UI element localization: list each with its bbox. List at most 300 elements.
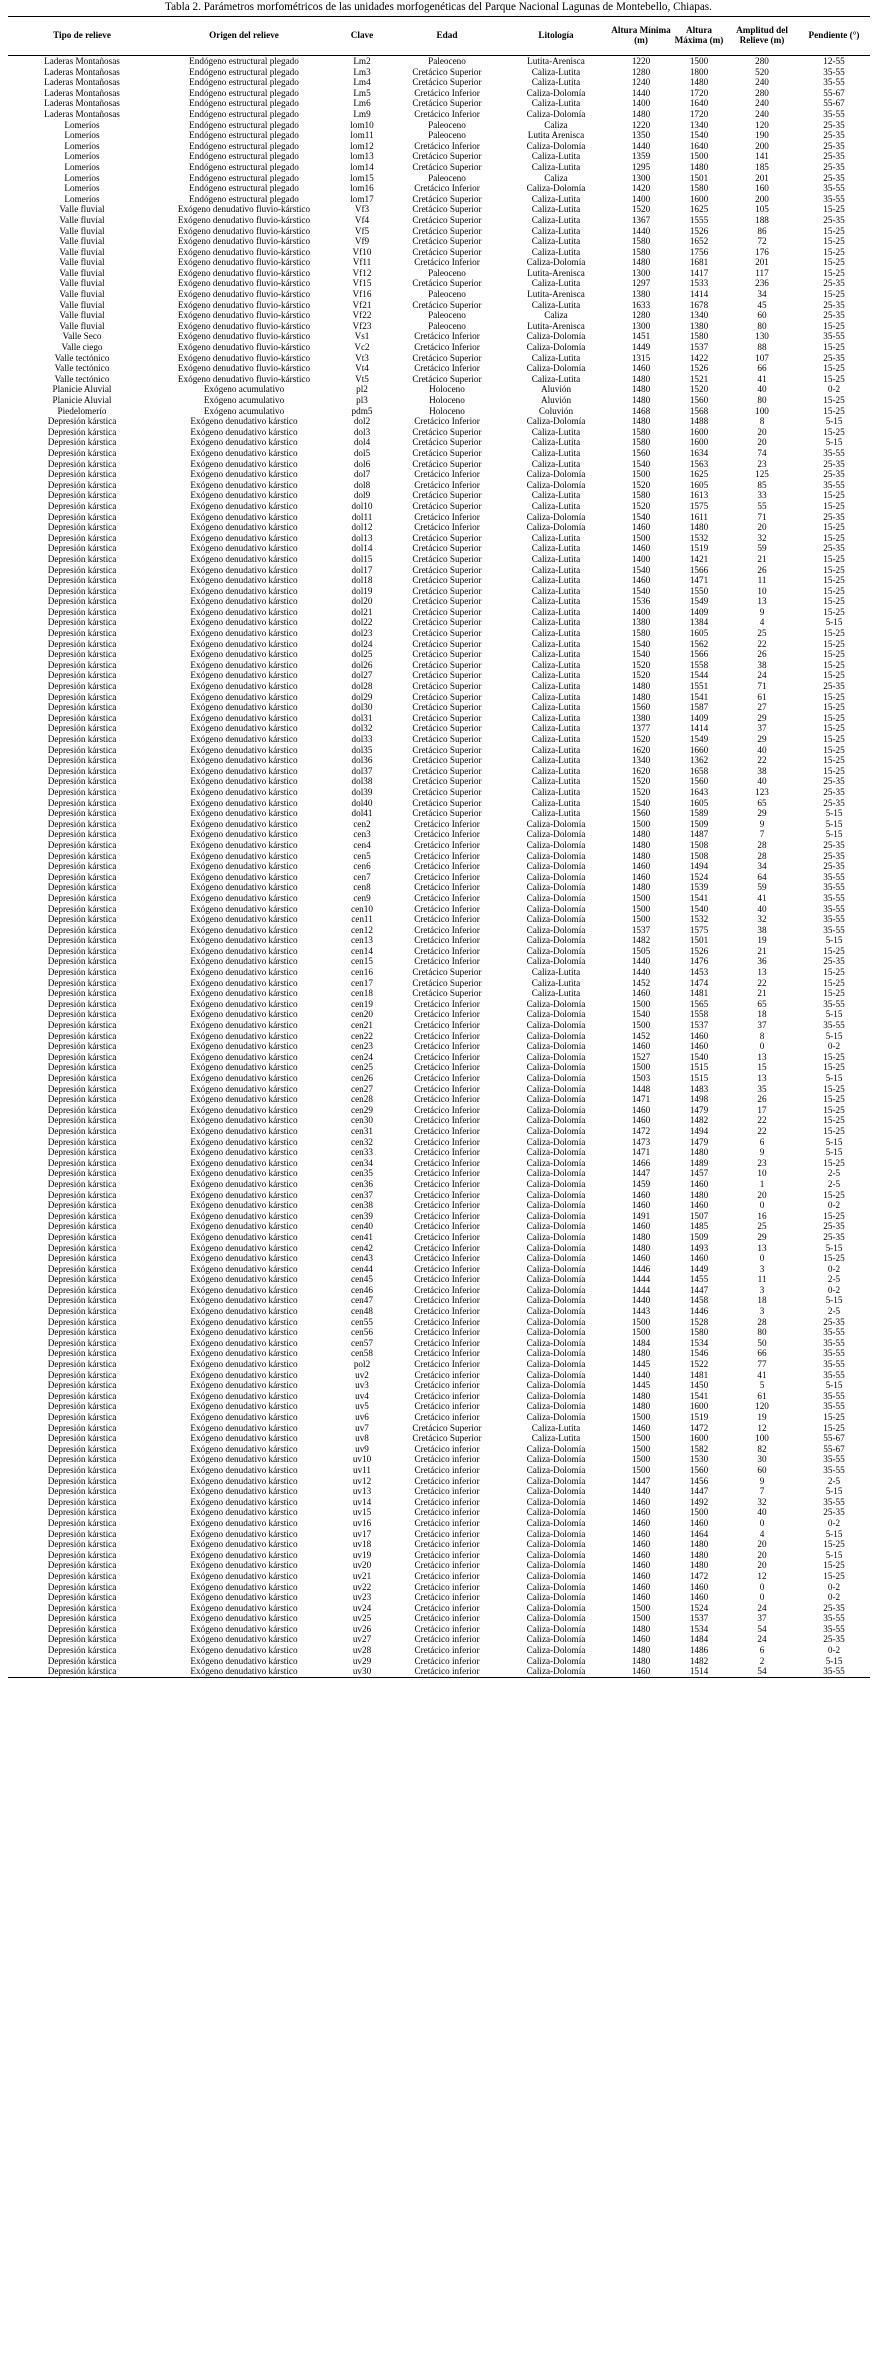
cell-origen-relieve: Exógeno denudativo kárstico	[190, 702, 298, 713]
cell-origen-relieve: Exógeno denudativo kárstico	[190, 1253, 298, 1264]
cell-altura-minima: 1443	[631, 1306, 651, 1317]
cell-tipo-relieve: Depresión kárstica	[47, 670, 117, 681]
cell-clave: uv20	[352, 1560, 372, 1571]
table-row	[8, 819, 870, 830]
cell-clave: cen5	[353, 850, 371, 861]
table-row	[8, 490, 870, 501]
cell-amplitud-relieve: 520	[755, 66, 769, 77]
cell-clave: uv18	[352, 1539, 372, 1550]
cell-amplitud-relieve: 236	[755, 278, 769, 289]
cell-altura-maxima: 1800	[689, 66, 709, 77]
cell-altura-minima: 1480	[631, 1242, 651, 1253]
cell-altura-maxima: 1480	[689, 1147, 709, 1158]
cell-edad: Cretácico Superior	[412, 659, 482, 670]
cell-tipo-relieve: Laderas Montañosas	[44, 87, 120, 98]
cell-altura-minima: 1580	[631, 246, 651, 257]
cell-edad: Cretácico inferior	[414, 1655, 480, 1666]
cell-origen-relieve: Exógeno denudativo kárstico	[190, 818, 298, 829]
cell-origen-relieve: Exógeno denudativo kárstico	[190, 808, 298, 819]
cell-altura-maxima: 1681	[689, 257, 709, 268]
cell-pendiente: 15-25	[823, 977, 845, 988]
cell-origen-relieve: Exógeno denudativo fluvio-kárstico	[177, 257, 311, 268]
cell-tipo-relieve: Depresión kárstica	[47, 553, 117, 564]
cell-edad: Cretácico Inferior	[414, 140, 480, 151]
cell-edad: Cretácico Inferior	[414, 1242, 480, 1253]
cell-pendiente: 15-25	[823, 490, 845, 501]
cell-amplitud-relieve: 1	[759, 1178, 765, 1189]
cell-pendiente: 35-55	[823, 183, 845, 194]
cell-litologia: Lutita-Arenisca	[527, 320, 585, 331]
cell-clave: uv15	[352, 1507, 372, 1518]
cell-pendiente: 12-55	[823, 56, 845, 66]
cell-clave: dol24	[351, 638, 373, 649]
cell-amplitud-relieve: 240	[755, 108, 769, 119]
cell-altura-minima: 1500	[631, 469, 651, 480]
table-row	[8, 925, 870, 936]
cell-amplitud-relieve: 41	[757, 892, 767, 903]
cell-pendiente: 15-25	[823, 1253, 845, 1264]
table-row	[8, 151, 870, 162]
table-row	[8, 88, 870, 99]
cell-altura-maxima: 1652	[689, 236, 709, 247]
cell-altura-minima: 1480	[631, 416, 651, 427]
cell-clave: dol8	[353, 479, 371, 490]
cell-edad: Cretácico Inferior	[414, 363, 480, 374]
cell-amplitud-relieve: 17	[757, 1104, 767, 1115]
cell-altura-maxima: 1449	[689, 1263, 709, 1274]
cell-pendiente: 25-35	[823, 278, 845, 289]
cell-tipo-relieve: Depresión kárstica	[47, 1147, 117, 1158]
header-litologia: Litología	[502, 17, 610, 56]
cell-tipo-relieve: Depresión kárstica	[47, 1475, 117, 1486]
cell-altura-maxima: 1537	[689, 1020, 709, 1031]
cell-origen-relieve: Exógeno denudativo kárstico	[190, 1369, 298, 1380]
cell-origen-relieve: Exógeno denudativo kárstico	[190, 1178, 298, 1189]
cell-origen-relieve: Exógeno denudativo kárstico	[190, 956, 298, 967]
cell-pendiente: 35-55	[823, 1613, 845, 1624]
cell-pendiente: 0-2	[827, 384, 841, 395]
cell-litologia: Aluvión	[540, 395, 572, 405]
cell-origen-relieve: Exógeno denudativo kárstico	[190, 861, 298, 872]
cell-litologia: Caliza-Dolomía	[526, 818, 586, 829]
cell-clave: cen38	[351, 1200, 373, 1211]
cell-tipo-relieve: Planicie Aluvial	[52, 395, 112, 405]
cell-clave: dol38	[351, 776, 373, 787]
cell-origen-relieve: Exógeno denudativo kárstico	[190, 628, 298, 639]
cell-tipo-relieve: Depresión kárstica	[47, 1539, 117, 1550]
cell-clave: dol27	[351, 670, 373, 681]
cell-tipo-relieve: Depresión kárstica	[47, 585, 117, 596]
cell-tipo-relieve: Depresión kárstica	[47, 606, 117, 617]
cell-origen-relieve: Exógeno denudativo fluvio-kárstico	[177, 363, 311, 374]
cell-origen-relieve: Exógeno denudativo kárstico	[190, 1041, 298, 1052]
cell-amplitud-relieve: 8	[759, 1030, 765, 1041]
table-row	[8, 1359, 870, 1370]
cell-origen-relieve: Exógeno denudativo fluvio-kárstico	[177, 204, 311, 215]
cell-pendiente: 25-35	[823, 172, 845, 183]
cell-amplitud-relieve: 9	[759, 606, 765, 617]
cell-altura-maxima: 1453	[689, 967, 709, 978]
cell-altura-maxima: 1380	[689, 320, 709, 331]
cell-origen-relieve: Exógeno denudativo kárstico	[190, 511, 298, 522]
header-row	[8, 17, 870, 56]
cell-pendiente: 0-2	[827, 1263, 841, 1274]
cell-litologia: Caliza-Dolomía	[526, 903, 586, 914]
cell-altura-maxima: 1501	[689, 172, 709, 183]
cell-clave: dol18	[351, 575, 373, 586]
cell-amplitud-relieve: 6	[759, 1136, 765, 1147]
cell-altura-minima: 1380	[631, 289, 651, 300]
cell-tipo-relieve: Depresión kárstica	[47, 1221, 117, 1232]
cell-altura-maxima: 1625	[689, 204, 709, 215]
cell-tipo-relieve: Depresión kárstica	[47, 1486, 117, 1497]
cell-tipo-relieve: Depresión kárstica	[47, 564, 117, 575]
cell-altura-maxima: 1508	[689, 839, 709, 850]
cell-litologia: Caliza-Dolomía	[526, 1581, 586, 1592]
cell-litologia: Caliza-Lutita	[531, 447, 581, 458]
cell-clave: Vt4	[355, 363, 369, 374]
table-row	[8, 956, 870, 967]
cell-clave: cen14	[351, 945, 373, 956]
cell-litologia: Caliza-Lutita	[531, 649, 581, 660]
cell-tipo-relieve: Depresión kárstica	[47, 1422, 117, 1433]
cell-amplitud-relieve: 71	[757, 511, 767, 522]
cell-litologia: Caliza-Dolomía	[526, 1200, 586, 1211]
cell-origen-relieve: Exógeno denudativo kárstico	[190, 1337, 298, 1348]
cell-clave: cen57	[351, 1337, 373, 1348]
cell-clave: uv19	[352, 1549, 372, 1560]
cell-origen-relieve: Exógeno denudativo kárstico	[190, 945, 298, 956]
cell-altura-maxima: 1482	[689, 1655, 709, 1666]
table-row	[8, 745, 870, 756]
cell-edad: Paleoceno	[428, 289, 466, 300]
cell-amplitud-relieve: 61	[757, 691, 767, 702]
cell-litologia: Caliza-Lutita	[531, 66, 581, 77]
cell-altura-minima: 1460	[631, 1549, 651, 1560]
cell-tipo-relieve: Depresión kárstica	[47, 681, 117, 692]
cell-amplitud-relieve: 240	[755, 98, 769, 109]
cell-tipo-relieve: Depresión kárstica	[47, 967, 117, 978]
cell-altura-maxima: 1544	[689, 670, 709, 681]
cell-litologia: Caliza-Dolomía	[526, 1051, 586, 1062]
cell-origen-relieve: Exógeno denudativo fluvio-kárstico	[177, 236, 311, 247]
cell-edad: Cretácico inferior	[414, 1549, 480, 1560]
cell-amplitud-relieve: 65	[757, 797, 767, 808]
cell-edad: Cretácico Inferior	[414, 914, 480, 925]
cell-altura-maxima: 1566	[689, 649, 709, 660]
cell-litologia: Caliza-Lutita	[531, 765, 581, 776]
cell-amplitud-relieve: 176	[755, 246, 769, 257]
cell-edad: Cretácico Inferior	[414, 1221, 480, 1232]
cell-amplitud-relieve: 24	[757, 670, 767, 681]
cell-edad: Cretácico inferior	[414, 1380, 480, 1391]
cell-pendiente: 35-55	[823, 77, 845, 88]
cell-pendiente: 15-25	[823, 426, 845, 437]
cell-origen-relieve: Exógeno denudativo kárstico	[190, 543, 298, 554]
cell-altura-minima: 1466	[631, 1157, 651, 1168]
cell-altura-maxima: 1562	[689, 638, 709, 649]
cell-altura-minima: 1380	[631, 712, 651, 723]
cell-altura-minima: 1500	[631, 998, 651, 1009]
cell-altura-minima: 1440	[631, 225, 651, 236]
cell-litologia: Caliza-Dolomía	[526, 1115, 586, 1126]
cell-tipo-relieve: Depresión kárstica	[47, 1094, 117, 1105]
cell-altura-minima: 1484	[631, 1337, 651, 1348]
cell-clave: cen15	[351, 956, 373, 967]
cell-amplitud-relieve: 77	[757, 1359, 767, 1370]
cell-origen-relieve: Exógeno denudativo kárstico	[190, 935, 298, 946]
table-row	[8, 1634, 870, 1645]
cell-litologia: Caliza-Dolomía	[526, 183, 586, 194]
table-row	[8, 1666, 870, 1677]
cell-altura-maxima: 1414	[689, 723, 709, 734]
cell-origen-relieve: Exógeno denudativo kárstico	[190, 988, 298, 999]
cell-altura-minima: 1460	[631, 988, 651, 999]
cell-tipo-relieve: Depresión kárstica	[47, 1136, 117, 1147]
table-row	[8, 1158, 870, 1169]
cell-origen-relieve: Exógeno denudativo kárstico	[190, 1549, 298, 1560]
cell-clave: dol20	[351, 596, 373, 607]
cell-altura-minima: 1480	[631, 257, 651, 268]
cell-edad: Cretácico Superior	[412, 193, 482, 204]
cell-tipo-relieve: Depresión kárstica	[47, 1412, 117, 1422]
cell-clave: dol6	[353, 458, 371, 469]
cell-amplitud-relieve: 40	[757, 384, 767, 395]
cell-origen-relieve: Exógeno denudativo kárstico	[190, 1115, 298, 1126]
cell-altura-minima: 1482	[631, 935, 651, 946]
cell-amplitud-relieve: 5	[759, 1380, 765, 1391]
cell-litologia: Caliza-Dolomía	[526, 914, 586, 925]
cell-origen-relieve: Exógeno denudativo kárstico	[190, 1560, 298, 1571]
cell-litologia: Caliza-Dolomía	[526, 479, 586, 490]
cell-amplitud-relieve: 0	[759, 1041, 765, 1052]
cell-clave: dol25	[351, 649, 373, 660]
cell-altura-minima: 1471	[631, 1147, 651, 1158]
cell-clave: uv12	[352, 1475, 372, 1486]
cell-pendiente: 2-5	[827, 1475, 841, 1486]
cell-altura-minima: 1440	[631, 967, 651, 978]
cell-altura-maxima: 1446	[689, 1306, 709, 1317]
cell-tipo-relieve: Depresión kárstica	[47, 1263, 117, 1274]
cell-clave: uv4	[355, 1390, 369, 1401]
cell-edad: Cretácico Superior	[412, 691, 482, 702]
cell-edad: Cretácico Inferior	[414, 1157, 480, 1168]
cell-altura-maxima: 1479	[689, 1104, 709, 1115]
cell-tipo-relieve: Depresión kárstica	[47, 797, 117, 808]
cell-litologia: Caliza-Dolomía	[526, 1496, 586, 1507]
cell-amplitud-relieve: 105	[755, 204, 769, 215]
cell-clave: dol11	[351, 511, 373, 522]
cell-clave: dol29	[351, 691, 373, 702]
cell-tipo-relieve: Valle fluvial	[59, 225, 105, 236]
cell-amplitud-relieve: 54	[726, 1666, 798, 1677]
cell-litologia: Caliza-Dolomía	[526, 861, 586, 872]
cell-clave: cen23	[351, 1041, 373, 1052]
cell-amplitud-relieve: 0	[759, 1581, 765, 1592]
cell-clave: Lm9	[353, 108, 371, 119]
cell-altura-minima: 1452	[631, 1030, 651, 1041]
cell-pendiente: 15-25	[823, 596, 845, 607]
cell-edad: Cretácico Superior	[412, 426, 482, 437]
cell-tipo-relieve: Depresión kárstica	[47, 1623, 117, 1634]
table-row	[8, 904, 870, 915]
cell-altura-maxima: 1421	[689, 553, 709, 564]
cell-pendiente: 5-15	[825, 416, 843, 427]
cell-litologia: Caliza-Dolomía	[526, 924, 586, 935]
cell-altura-minima: 1540	[631, 585, 651, 596]
cell-tipo-relieve: Valle fluvial	[59, 310, 105, 321]
cell-litologia: Caliza-Lutita	[531, 776, 581, 787]
cell-origen-relieve: Exógeno denudativo kárstico	[190, 1454, 298, 1465]
cell-origen-relieve: Exógeno denudativo kárstico	[190, 458, 298, 469]
cell-amplitud-relieve: 41	[757, 373, 767, 384]
cell-origen-relieve: Exógeno denudativo kárstico	[190, 1263, 298, 1274]
cell-origen-relieve: Exógeno denudativo kárstico	[190, 1168, 298, 1179]
cell-origen-relieve: Exógeno denudativo kárstico	[190, 649, 298, 660]
cell-clave: cen19	[351, 998, 373, 1009]
cell-amplitud-relieve: 32	[757, 1496, 767, 1507]
cell-clave: lom16	[350, 183, 374, 194]
cell-pendiente: 25-35	[823, 1231, 845, 1242]
header-pendiente: Pendiente (°)	[798, 17, 870, 56]
cell-tipo-relieve: Depresión kárstica	[47, 702, 117, 713]
cell-altura-minima: 1444	[631, 1274, 651, 1285]
cell-amplitud-relieve: 37	[757, 1613, 767, 1624]
cell-clave: uv21	[352, 1570, 372, 1581]
cell-clave: dol23	[351, 628, 373, 639]
cell-edad: Cretácico inferior	[414, 1623, 480, 1634]
cell-tipo-relieve: Laderas Montañosas	[44, 77, 120, 88]
cell-pendiente: 15-25	[823, 363, 845, 374]
cell-tipo-relieve: Depresión kárstica	[47, 1359, 117, 1370]
cell-origen-relieve: Exógeno denudativo kárstico	[190, 1274, 298, 1285]
cell-altura-maxima: 1500	[689, 1507, 709, 1518]
cell-altura-maxima: 1540	[689, 1051, 709, 1062]
cell-altura-maxima: 1515	[689, 1062, 709, 1073]
cell-clave: lom12	[350, 140, 374, 151]
cell-altura-minima: 1540	[631, 638, 651, 649]
cell-pendiente: 15-25	[823, 564, 845, 575]
cell-altura-maxima: 1587	[689, 702, 709, 713]
cell-altura-maxima: 1362	[689, 755, 709, 766]
cell-tipo-relieve: Depresión kárstica	[47, 1433, 117, 1444]
cell-pendiente: 15-25	[823, 342, 845, 353]
cell-edad: Paleoceno	[428, 172, 466, 183]
cell-litologia: Caliza-Dolomía	[526, 1390, 586, 1401]
cell-edad: Cretácico Superior	[412, 1422, 482, 1433]
cell-pendiente: 55-67	[823, 1433, 845, 1444]
cell-origen-relieve: Exógeno denudativo kárstico	[190, 998, 298, 1009]
cell-altura-minima: 1540	[631, 797, 651, 808]
cell-amplitud-relieve: 41	[757, 1369, 767, 1380]
cell-pendiente: 0-2	[827, 1200, 841, 1211]
cell-altura-maxima: 1488	[689, 416, 709, 427]
cell-litologia: Caliza-Lutita	[531, 797, 581, 808]
cell-tipo-relieve: Depresión kárstica	[47, 659, 117, 670]
cell-altura-maxima: 1509	[689, 1231, 709, 1242]
table-row	[8, 67, 870, 78]
cell-altura-maxima: 1460	[689, 1581, 709, 1592]
cell-tipo-relieve: Laderas Montañosas	[44, 108, 120, 119]
cell-pendiente: 2-5	[827, 1168, 841, 1179]
cell-edad: Cretácico Inferior	[414, 183, 480, 194]
cell-tipo-relieve: Depresión kárstica	[47, 1189, 117, 1200]
cell-litologia: Caliza-Dolomía	[526, 1189, 586, 1200]
table-row	[8, 448, 870, 459]
cell-altura-minima: 1300	[631, 320, 651, 331]
cell-edad: Cretácico Inferior	[414, 1210, 480, 1221]
cell-tipo-relieve: Lomeríos	[64, 161, 100, 172]
cell-origen-relieve: Exógeno denudativo kárstico	[190, 575, 298, 586]
cell-pendiente: 25-35	[823, 850, 845, 861]
cell-pendiente: 25-35	[823, 310, 845, 321]
cell-edad: Holoceno	[429, 395, 465, 405]
cell-tipo-relieve: Depresión kárstica	[47, 1178, 117, 1189]
cell-litologia: Lutita-Arenisca	[527, 289, 585, 300]
cell-litologia: Caliza-Dolomía	[526, 1517, 586, 1528]
table-row	[8, 173, 870, 184]
cell-clave: Vf9	[354, 236, 370, 247]
cell-origen-relieve: Exógeno denudativo kárstico	[190, 903, 298, 914]
table-row	[8, 1009, 870, 1020]
cell-altura-minima: 1500	[631, 1443, 651, 1454]
cell-origen-relieve: Exógeno denudativo fluvio-kárstico	[177, 289, 311, 300]
cell-tipo-relieve: Depresión kárstica	[47, 871, 117, 882]
cell-edad: Cretácico Inferior	[414, 511, 480, 522]
cell-amplitud-relieve: 85	[757, 479, 767, 490]
cell-altura-maxima: 1480	[689, 1560, 709, 1571]
cell-altura-maxima: 1480	[689, 1549, 709, 1560]
cell-clave: cen4	[353, 839, 371, 850]
cell-altura-maxima: 1450	[689, 1380, 709, 1391]
cell-edad: Cretácico inferior	[414, 1528, 480, 1539]
cell-altura-maxima: 1533	[689, 278, 709, 289]
cell-amplitud-relieve: 100	[755, 405, 769, 416]
table-row	[8, 872, 870, 883]
cell-clave: cen55	[351, 1316, 373, 1327]
cell-pendiente: 15-25	[823, 1412, 845, 1422]
cell-amplitud-relieve: 24	[757, 1602, 767, 1613]
table-row	[8, 723, 870, 734]
cell-pendiente: 35-55	[823, 1454, 845, 1465]
table-row	[8, 416, 870, 427]
cell-edad: Cretácico Superior	[412, 447, 482, 458]
cell-amplitud-relieve: 40	[757, 903, 767, 914]
cell-clave: uv24	[352, 1602, 372, 1613]
cell-edad: Cretácico Inferior	[414, 1295, 480, 1306]
table-row	[8, 575, 870, 586]
cell-altura-maxima: 1417	[689, 267, 709, 278]
cell-altura-minima: 1460	[631, 1560, 651, 1571]
cell-pendiente: 15-25	[823, 1115, 845, 1126]
cell-tipo-relieve: Depresión kárstica	[47, 786, 117, 797]
cell-origen-relieve: Exógeno denudativo kárstico	[190, 1464, 298, 1475]
cell-tipo-relieve: Depresión kárstica	[47, 543, 117, 554]
cell-altura-minima: 1537	[631, 924, 651, 935]
cell-litologia: Caliza	[544, 172, 568, 183]
cell-pendiente: 15-25	[823, 712, 845, 723]
table-row	[8, 194, 870, 205]
cell-clave: uv29	[352, 1655, 372, 1666]
cell-tipo-relieve: Depresión kárstica	[47, 649, 117, 660]
table-row	[8, 766, 870, 777]
cell-pendiente: 35-55	[823, 1390, 845, 1401]
table-row	[8, 851, 870, 862]
cell-litologia: Caliza-Dolomía	[526, 1613, 586, 1624]
cell-edad: Cretácico Superior	[412, 797, 482, 808]
cell-pendiente: 55-67	[823, 1443, 845, 1454]
cell-altura-minima: 1540	[631, 458, 651, 469]
